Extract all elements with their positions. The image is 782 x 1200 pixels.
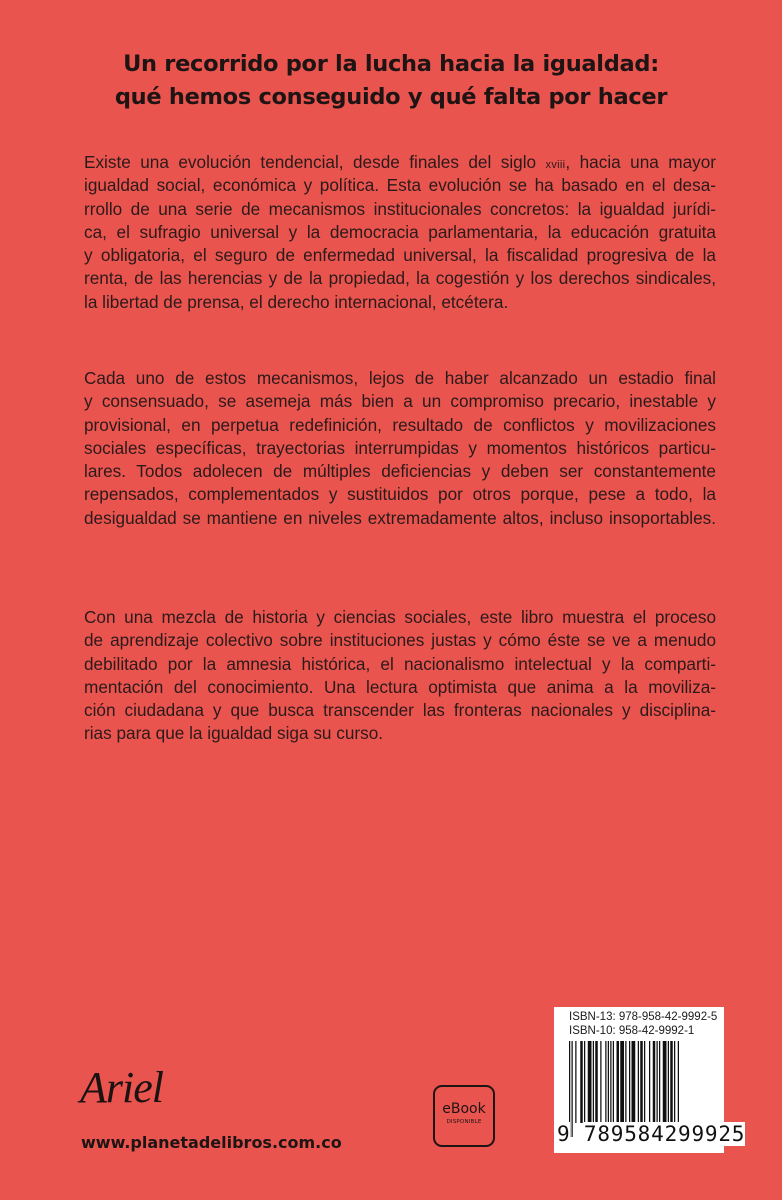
paragraph-line: ción ciudadana y que busca transcender las fronteras nacionales y disciplina- xyxy=(84,700,716,721)
isbn-barcode xyxy=(554,1007,746,1153)
barcode-bar xyxy=(593,1041,594,1123)
barcode-digit-group-1: 789584 xyxy=(583,1122,665,1146)
ariel-publisher-logo: Ariel xyxy=(80,1063,163,1112)
isbn-13-text: ISBN-13: 978-958-42-9992-5 xyxy=(569,1011,718,1023)
paragraph-line: provisional, en perpetua redefinición, resultado de conflictos y movilizaciones xyxy=(84,414,716,435)
barcode-bar xyxy=(657,1041,658,1123)
paragraph-line: sociales específicas, trayectorias interrumpidas y momentos históricos particu- xyxy=(84,437,716,458)
barcode-bar xyxy=(674,1041,675,1123)
barcode-bar xyxy=(638,1041,639,1123)
barcode-bar xyxy=(584,1041,585,1123)
paragraph-line: renta, de las herencias y de la propiedad, la cogestión y los derechos sindicales, xyxy=(84,268,716,289)
barcode-bar xyxy=(629,1041,630,1123)
headline-line-2: qué hemos conseguido y qué falta por hacer xyxy=(114,84,668,110)
barcode-bar xyxy=(575,1041,576,1123)
barcode-bar xyxy=(613,1041,614,1123)
paragraph-line: de aprendizaje colectivo sobre instituciones justas y cómo éste se ve a menudo xyxy=(84,630,716,651)
barcode-bar xyxy=(653,1041,656,1123)
publisher-website-link[interactable]: www.planetadelibros.com.co xyxy=(81,1133,342,1152)
barcode-bar xyxy=(620,1041,624,1123)
paragraph-line: Existe una evolución tendencial, desde finales del siglo xviii, hacia una mayor xyxy=(84,152,716,172)
barcode-bar xyxy=(617,1041,620,1123)
barcode-bar xyxy=(670,1041,673,1123)
barcode-bar xyxy=(600,1041,601,1123)
ebook-sublabel: DISPONIBLE xyxy=(446,1119,482,1125)
paragraph-line: lares. Todos adolecen de múltiples deficiencias y deben ser constantemente xyxy=(84,461,716,482)
paragraph-line: mentación del conocimiento. Una lectura optimista que anima a la moviliza- xyxy=(84,676,716,697)
barcode-bar xyxy=(580,1041,583,1123)
paragraph-line: debilitado por la amnesia histórica, el nacionalismo intelectual y la comparti- xyxy=(84,653,716,674)
paragraph-line: desigualdad se mantiene en niveles extremadamente altos, incluso insoportables. xyxy=(84,507,716,528)
headline-line-1: Un recorrido por la lucha hacia la igualdad: xyxy=(123,51,659,77)
barcode-bar xyxy=(632,1041,636,1123)
ebook-available-badge xyxy=(433,1085,495,1147)
paragraph-line: Cada uno de estos mecanismos, lejos de haber alcanzado un estadio final xyxy=(84,368,716,388)
century-numeral: xviii xyxy=(545,159,566,171)
barcode-first-digit: 9 xyxy=(557,1122,571,1146)
paragraph-line: Con una mezcla de historia y ciencias sociales, este libro muestra el proceso xyxy=(84,607,716,627)
barcode-bar xyxy=(649,1041,650,1123)
barcode-bar xyxy=(659,1041,660,1123)
paragraph-line: repensados, complementados y sustituidos por otros porque, pese a todo, la xyxy=(84,484,716,505)
paragraph-line: ca, el sufragio universal y la democracia parlamentaria, la educación gratuita xyxy=(84,221,716,242)
barcode-bar xyxy=(610,1041,611,1123)
barcode-bar xyxy=(608,1041,609,1123)
paragraph-line: rias para que la igualdad siga su curso. xyxy=(84,723,384,744)
ebook-label: eBook xyxy=(442,1101,486,1117)
paragraph-line: igualdad social, económica y política. Esta evolución se ha basado en el desa- xyxy=(84,175,716,196)
paragraph-line: rrollo de una serie de mecanismos institucionales concretos: la igualdad jurídi- xyxy=(84,198,716,219)
synopsis-paragraph-3 xyxy=(84,606,716,746)
barcode-bar xyxy=(668,1041,669,1123)
barcode-bar xyxy=(588,1041,592,1123)
paragraph-line: y obligatoria, el seguro de enfermedad universal, la fiscalidad progresiva de la xyxy=(84,245,716,266)
barcode-digits xyxy=(557,1122,746,1146)
barcode-bar xyxy=(605,1041,606,1123)
paragraph-line: la libertad de prensa, el derecho internacional, etcétera. xyxy=(84,291,509,312)
barcode-digit-group-2: 299925 xyxy=(664,1122,746,1146)
barcode-bar xyxy=(640,1041,643,1123)
barcode-bar xyxy=(663,1041,667,1123)
back-cover-headline xyxy=(0,48,782,114)
synopsis-paragraph-1 xyxy=(84,151,716,314)
synopsis-paragraph-2 xyxy=(84,367,716,530)
barcode-bar xyxy=(595,1041,598,1123)
barcode-bar xyxy=(644,1041,645,1123)
isbn-10-text: ISBN-10: 958-42-9992-1 xyxy=(569,1025,695,1037)
paragraph-line: y consensuado, se asemeja más bien a un compromiso precario, inestable y xyxy=(84,391,716,412)
